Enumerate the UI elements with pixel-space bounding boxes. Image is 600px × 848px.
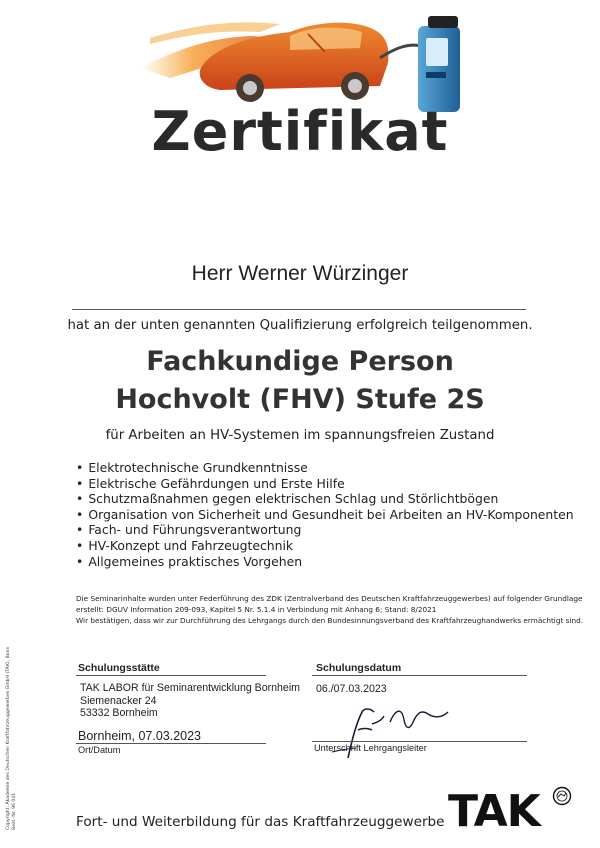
- place-date-line: [76, 743, 266, 744]
- topics-list: [76, 460, 574, 569]
- topic-item: • Fach- und Führungsverantwortung: [76, 522, 574, 538]
- venue-label: Schulungsstätte: [78, 662, 160, 674]
- venue-city: 53332 Bornheim: [80, 707, 158, 719]
- note-line: erstellt: DGUV Information 209-093, Kapitel 5 Nr. 5.1.4 in Verbindung mit Anhang 6; Stand: 8/2021: [76, 605, 437, 614]
- training-date-value: 06./07.03.2023: [316, 683, 387, 695]
- topic-item: • Schutzmaßnahmen gegen elektrischen Schlag und Störlichtbögen: [76, 491, 574, 507]
- topic-item: • Elektrotechnische Grundkenntnisse: [76, 460, 574, 476]
- course-scope: für Arbeiten an HV-Systemen im spannungsfreien Zustand: [105, 428, 495, 443]
- note-line: Wir bestätigen, dass wir zur Durchführung des Lehrgangs durch den Bundesinnungsverband des Kraftfahrzeughandwerks ermächtigt sind.: [76, 616, 584, 625]
- copyright-line: Copyright: Akademie des Deutschen Kraftfahrzeuggewerbes GmbH (TAK), Bonn: [6, 646, 11, 830]
- note-line: Die Seminarinhalte wurden unter Federführung des ZDK (Zentralverband des Deutschen Kraftfahrzeuggewerbes) auf folgender Grundlage: [76, 594, 583, 603]
- legal-notes: [76, 593, 583, 626]
- topic-item: • Elektrische Gefährdungen und Erste Hilfe: [76, 476, 574, 492]
- handwritten-signature: [310, 700, 470, 766]
- order-number: Best.-Nr. 96 041: [12, 792, 17, 830]
- venue-street: Siemenacker 24: [80, 694, 157, 707]
- course-title-line1: Fachkundige Person: [146, 346, 454, 377]
- venue-label-underline: [76, 675, 266, 676]
- course-title-line2: Hochvolt (FHV) Stufe 2S: [115, 384, 485, 415]
- copyright-sidenote: [6, 647, 18, 830]
- place-date-value: Bornheim, 07.03.2023: [78, 729, 202, 743]
- topic-item: • Allgemeines praktisches Vorgehen: [76, 554, 574, 570]
- seal-icon: [552, 786, 572, 806]
- venue-name: TAK LABOR für Seminarentwicklung Bornheim: [80, 682, 301, 694]
- signature-label: Unterschrift Lehrgangsleiter: [314, 743, 427, 753]
- place-date-label: Ort/Datum: [78, 745, 121, 755]
- footer-tagline: Fort- und Weiterbildung für das Kraftfahrzeuggewerbe: [76, 814, 445, 830]
- recipient-name: Herr Werner Würzinger: [191, 262, 409, 285]
- venue-address: [80, 682, 300, 720]
- certificate-title: Zertifikat: [151, 100, 449, 163]
- signature-line: [312, 741, 527, 742]
- topic-item: • Organisation von Sicherheit und Gesundheit bei Arbeiten an HV-Komponenten: [76, 507, 574, 523]
- training-date-label: Schulungsdatum: [316, 662, 402, 674]
- topic-item: • HV-Konzept und Fahrzeugtechnik: [76, 538, 574, 554]
- training-date-underline: [312, 675, 527, 676]
- achievement-statement: hat an der unten genannten Qualifizierung erfolgreich teilgenommen.: [67, 318, 533, 333]
- recipient-underline: [72, 309, 526, 310]
- tak-logo: TAK: [448, 786, 540, 837]
